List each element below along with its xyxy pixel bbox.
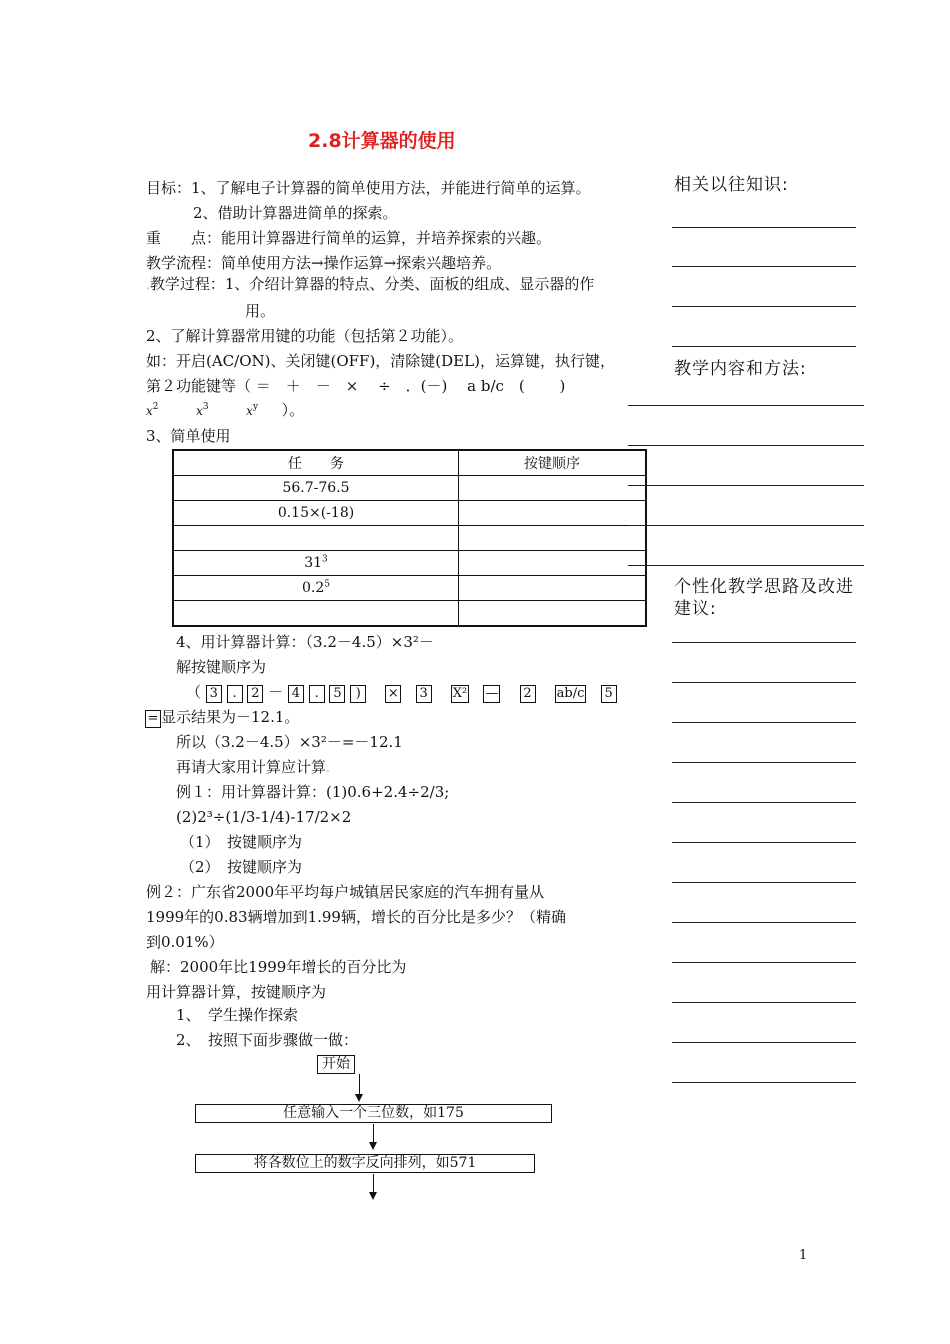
blank-line [628, 485, 864, 486]
table-row [173, 476, 646, 501]
display-result: = 显示结果为－12.1。 [145, 707, 299, 728]
key-close-paren: ) [350, 685, 366, 703]
key-point: 重 点：能用计算器进行简单的运算，并培养探索的兴趣。 [146, 229, 552, 247]
key-3: 3 [416, 685, 432, 703]
table-cell-task [173, 601, 459, 627]
table-cell-task: 56.7-76.5 [173, 476, 459, 501]
section2-line1: 如：开启(AC/ON)、关闭键(OFF)，清除键(DEL)，运算键，执行键， [146, 352, 615, 370]
table-cell-task: $0.2^5$ [173, 576, 459, 601]
blank-line [628, 405, 864, 406]
blank-line [628, 565, 864, 566]
table-row [173, 526, 646, 551]
blank-line [672, 227, 856, 228]
blank-line [672, 682, 856, 683]
blank-line [672, 1042, 856, 1043]
example1-step2: （2） 按键顺序为 [180, 858, 303, 876]
sidebar-personal-line1: 个性化教学思路及改进 [674, 577, 854, 597]
key-3: 3 [206, 685, 222, 703]
table-cell-keys [459, 576, 647, 601]
key-minus: — [485, 686, 499, 701]
flowchart-arrow [359, 1074, 360, 1096]
blank-line [628, 445, 864, 446]
blank-line [672, 802, 856, 803]
key-4: 4 [288, 685, 304, 703]
table-header-keys: 按键顺序 [459, 450, 647, 476]
blank-line [672, 842, 856, 843]
flowchart-step1: 任意输入一个三位数，如175 [195, 1104, 552, 1123]
key-2: 2 [520, 685, 536, 703]
key-multiply: × [385, 685, 401, 703]
sidebar-content-method: 教学内容和方法: [674, 359, 807, 379]
table-header-task: 任 务 [173, 450, 459, 476]
key-dot: . [227, 685, 243, 703]
table-row [173, 551, 646, 576]
task-table [172, 449, 647, 627]
blank-line [672, 722, 856, 723]
result-statement: 所以（3.2－4.5）×3²－=－12.1 [176, 733, 403, 751]
table-cell-keys [459, 526, 647, 551]
blank-line [672, 346, 856, 347]
blank-line [628, 525, 864, 526]
example1-line1: 例１：用计算器计算：(1)0.6+2.4÷2/3; [176, 783, 450, 801]
table-cell-keys [459, 476, 647, 501]
table-cell-task: $31^3$ [173, 551, 459, 576]
flowchart-arrow [373, 1174, 374, 1194]
blank-line [672, 1002, 856, 1003]
example2-solution: 解：2000年比1999年增长的百分比为 [150, 958, 407, 976]
blank-line [672, 882, 856, 883]
example2-calc: 用计算器计算，按键顺序为 [146, 983, 327, 1001]
flowchart-step2: 将各数位上的数字反向排列，如571 [195, 1154, 535, 1173]
table-cell-task: 0.15×(-18) [173, 501, 459, 526]
section3-heading: 3、简单使用 [146, 427, 231, 445]
flowchart-start: 开始 [317, 1055, 355, 1074]
explore-step1: 1、 学生操作探索 [176, 1006, 299, 1024]
example2-line2: 1999年的0.83辆增加到1.99辆，增长的百分比是多少？（精确 [146, 908, 566, 926]
sidebar-prior-knowledge: 相关以往知识: [674, 175, 789, 195]
key-dot: . [309, 685, 325, 703]
example2-line3: 到0.01%） [146, 933, 224, 951]
goal-line1: 目标：1、了解电子计算器的简单使用方法，并能进行简单的运算。 [146, 179, 591, 197]
section2-power-keys: $x^2$ $x^3$ $x^y$ ）。 [146, 401, 305, 419]
example2-line1: 例２：广东省2000年平均每户城镇居民家庭的汽车拥有量从 [146, 883, 545, 901]
section4-solve: 解按键顺序为 [176, 658, 267, 676]
page-title: 2.8计算器的使用 [308, 130, 456, 152]
table-row [173, 576, 646, 601]
sidebar-personal-line2: 建议: [674, 599, 717, 619]
table-cell-keys [459, 601, 647, 627]
section4-heading: 4、用计算器计算：（3.2－4.5）×3²－ [176, 633, 434, 651]
key-5: 5 [601, 685, 617, 703]
table-cell-keys [459, 501, 647, 526]
blank-line [672, 762, 856, 763]
teaching-process-line2: 用。 [245, 302, 276, 320]
key-2: 2 [247, 685, 263, 703]
goal-line2: 2、借助计算器进简单的探索。 [193, 204, 398, 222]
again-calc: 再请大家用计算应计算. [176, 758, 330, 776]
teaching-process-line1: .教学过程：1、介绍计算器的特点、分类、面板的组成、显示器的作 [146, 275, 595, 293]
table-cell-task [173, 526, 459, 551]
explore-step2: 2、 按照下面步骤做一做： [176, 1031, 359, 1049]
key-5: 5 [329, 685, 345, 703]
key-square: X² [452, 686, 468, 701]
blank-line [672, 266, 856, 267]
key-fraction: ab/c [556, 686, 585, 701]
blank-line [672, 642, 856, 643]
flowchart-arrow [373, 1124, 374, 1144]
key-sequence: （ 3 . 2 － 4 . 5 ) × 3 X² — 2 ab/c 5 [186, 682, 617, 703]
table-row [173, 501, 646, 526]
table-cell-keys [459, 551, 647, 576]
table-header-row [173, 450, 646, 476]
teaching-flow: 教学流程：简单使用方法→操作运算→探索兴趣培养。 [146, 254, 502, 272]
blank-line [672, 1082, 856, 1083]
page-number: 1 [799, 1248, 808, 1263]
table-row [173, 601, 646, 627]
blank-line [672, 922, 856, 923]
section2-line2: 第２功能键等（ ＝ ＋ － × ÷ ．(－) a b/c ( ) [146, 377, 566, 395]
key-equals: = [145, 710, 161, 728]
blank-line [672, 962, 856, 963]
blank-line [672, 306, 856, 307]
section2-heading: 2、了解计算器常用键的功能（包括第２功能）。 [146, 327, 464, 345]
example1-line2: (2)2³÷(1/3-1/4)-17/2×2 [176, 808, 352, 826]
example1-step1: （1） 按键顺序为 [180, 833, 303, 851]
